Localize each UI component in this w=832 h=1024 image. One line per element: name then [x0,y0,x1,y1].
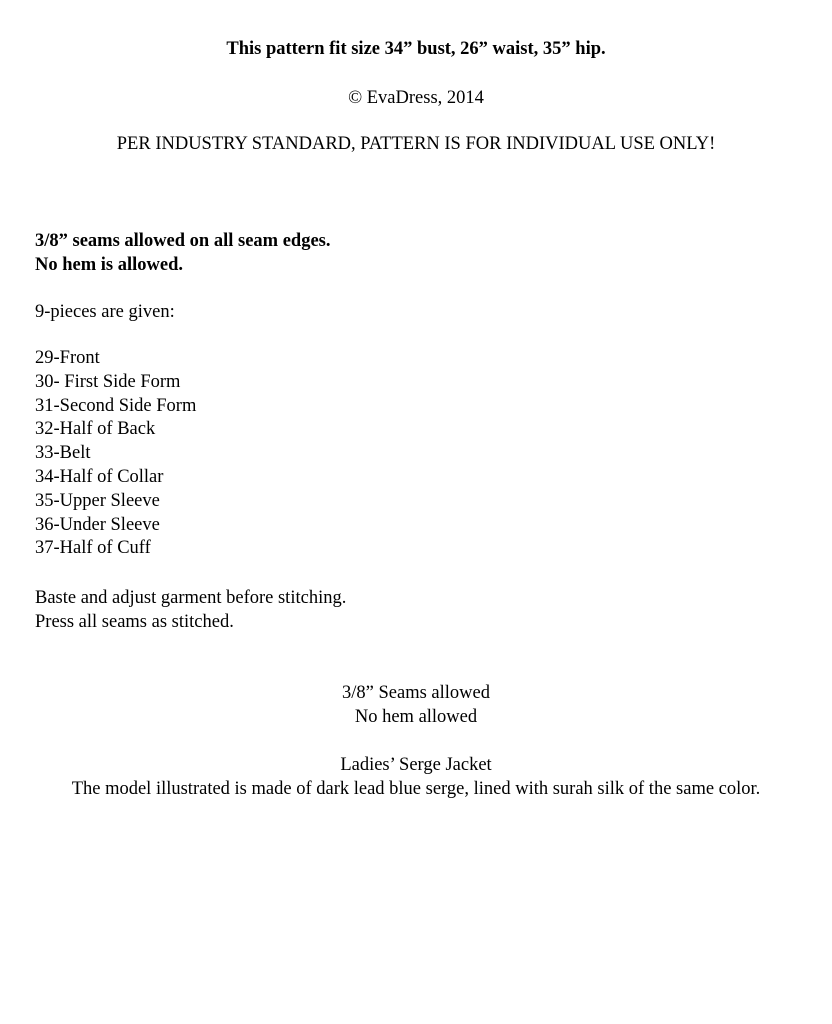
pattern-pieces-list [35,347,196,561]
list-item: 34-Half of Collar [35,466,164,487]
list-item: 35-Upper Sleeve [35,490,160,511]
list-item: 31-Second Side Form [35,395,197,416]
size-fit-note: This pattern fit size 34” bust, 26” waist, 35” hip. [226,39,606,59]
seam-allowance-note: 3/8” seams allowed on all seam edges. [35,231,331,251]
pieces-intro: 9-pieces are given: [35,302,175,322]
list-item: 29-Front [35,348,100,368]
list-item: 32-Half of Back [35,419,156,440]
individual-use-notice: PER INDUSTRY STANDARD, PATTERN IS FOR INDIVIDUAL USE ONLY! [116,134,716,154]
list-item: 36-Under Sleeve [35,514,160,535]
footer-hem-note: No hem allowed [354,707,478,727]
list-item: 30- First Side Form [35,371,181,392]
jacket-description: The model illustrated is made of dark lead blue serge, lined with surah silk of the same color. [71,779,761,799]
hem-note: No hem is allowed. [35,255,183,275]
baste-instruction: Baste and adjust garment before stitching. [35,588,347,608]
list-item: 37-Half of Cuff [35,538,151,559]
jacket-title: Ladies’ Serge Jacket [340,755,492,775]
list-item: 33-Belt [35,443,91,464]
press-instruction: Press all seams as stitched. [35,612,234,632]
copyright-notice: © EvaDress, 2014 [348,88,484,108]
footer-seams-note: 3/8” Seams allowed [342,683,490,703]
